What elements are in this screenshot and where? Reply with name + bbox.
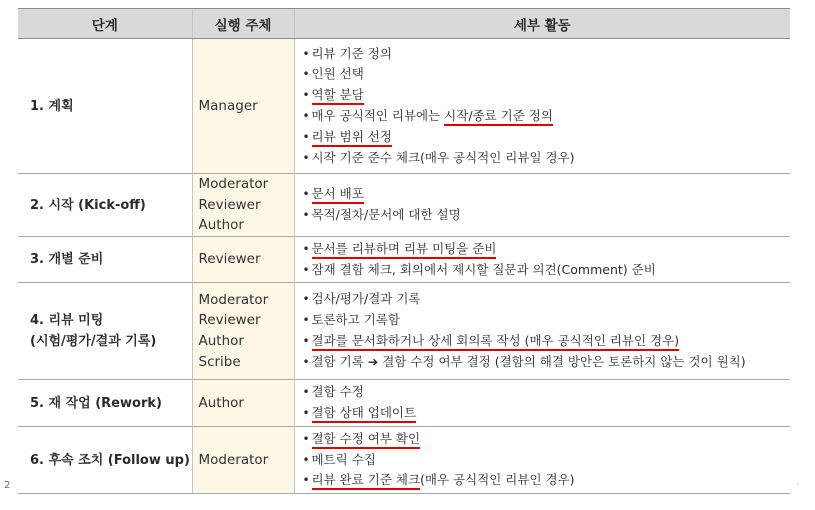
stage-label: 2. 시작 (Kick-off): [30, 197, 146, 213]
activity-text: 인원 선택: [311, 66, 364, 82]
stage-label: 3. 개별 준비: [30, 252, 104, 267]
activity-text: 매우 공식적인 리뷰에는: [311, 108, 445, 123]
activity-item: [303, 450, 791, 471]
stage-cell: [18, 174, 192, 237]
activity-item: [303, 184, 791, 205]
detail-cell: [294, 380, 790, 427]
stage-cell: [18, 283, 192, 380]
underlined-text: 결함 상태 업데이트: [312, 405, 417, 423]
table-row: [18, 174, 790, 237]
underlined-text: 문서 배포: [312, 186, 364, 204]
bullet-icon: •: [302, 150, 310, 165]
table-row: [18, 39, 790, 174]
actor-cell: [192, 427, 294, 494]
activity-text: 토론하고 기록함: [311, 312, 400, 328]
activity-list: [303, 289, 791, 372]
review-process-table: [18, 8, 790, 494]
actor-name: Author: [198, 333, 244, 349]
activity-item: [303, 470, 791, 491]
activity-item: [303, 239, 791, 260]
activity-text: 검사/평가/결과 기록: [311, 291, 421, 307]
actor-cell: [192, 283, 294, 380]
actor-name: Manager: [198, 97, 258, 114]
bullet-icon: •: [302, 334, 310, 348]
header-detail: 세부 활동: [294, 9, 790, 39]
activity-list: [303, 429, 791, 491]
activity-item: [303, 127, 791, 148]
activity-text: (매우 공식적인 리뷰인 경우): [420, 472, 575, 488]
stage-cell: [18, 237, 192, 283]
table-row: [18, 283, 790, 380]
underlined-text: 리뷰 범위 선정: [312, 129, 392, 147]
activity-list: [303, 44, 791, 169]
activity-item: [303, 106, 791, 127]
table-row: [18, 380, 790, 427]
actor-name: Reviewer: [198, 312, 261, 329]
activity-text: 시작 기준 준수 체크(매우 공식적인 리뷰일 경우): [311, 149, 575, 165]
activity-item: [303, 289, 791, 310]
stage-cell: [18, 427, 192, 494]
table-header-row: [18, 9, 790, 39]
bullet-icon: •: [302, 241, 310, 256]
activity-item: [303, 44, 791, 65]
underlined-text: 결함 수정 여부 확인: [312, 431, 421, 449]
stage-cell: [18, 380, 192, 427]
detail-cell: [294, 237, 790, 283]
activity-list: [303, 382, 791, 424]
underlined-text: 결과를 문서화하거나 상세 회의록 작성 (매우 공식적인 리뷰인 경우): [312, 333, 680, 351]
activity-text: 목적/절차/문서에 대한 설명: [311, 207, 461, 222]
actor-cell: [192, 237, 294, 283]
bullet-icon: •: [302, 292, 310, 307]
underlined-text: 문서를 리뷰하며 리뷰 미팅을 준비: [312, 241, 497, 259]
activity-text: 결함 수정: [311, 384, 364, 400]
actor-name: Author: [198, 394, 244, 411]
stage-sublabel: (시험/평가/결과 기록): [30, 334, 157, 349]
activity-text: 잠재 결함 체크, 회의에서 제시할 질문과 의견(Comment) 준비: [311, 261, 656, 277]
activity-item: [303, 352, 791, 373]
underlined-text: 리뷰 완료 기준 체크: [312, 472, 421, 490]
activity-item: [303, 85, 791, 106]
detail-cell: [294, 283, 790, 380]
underlined-text: 역할 분담: [312, 87, 364, 105]
activity-text: 결함 기록 ➔ 결함 수정 여부 결정 (결함의 해결 방안은 토론하지 않는 것이 원칙): [311, 353, 746, 369]
stage-label: 6. 후속 조치 (Follow up): [30, 452, 190, 468]
bullet-icon: •: [302, 109, 310, 123]
detail-cell: [294, 174, 790, 237]
activity-text: 메트릭 수집: [311, 451, 376, 467]
bullet-icon: •: [302, 262, 310, 277]
detail-cell: [294, 427, 790, 494]
activity-item: [303, 403, 791, 424]
stage-label: 4. 리뷰 미팅: [30, 313, 104, 328]
header-actor: 실행 주체: [192, 9, 294, 39]
detail-cell: [294, 39, 790, 174]
activity-item: [303, 205, 791, 226]
actor-cell: [192, 39, 294, 174]
header-stage: 단계: [18, 9, 192, 39]
activity-list: [303, 184, 791, 226]
bullet-icon: •: [302, 187, 310, 202]
bullet-icon: •: [302, 354, 310, 369]
activity-item: [303, 260, 791, 281]
bullet-icon: •: [302, 67, 310, 82]
activity-item: [303, 382, 791, 403]
table-row: [18, 237, 790, 283]
activity-item: [303, 64, 791, 85]
activity-item: [303, 429, 791, 450]
stage-label: 5. 재 작업 (Rework): [30, 395, 162, 411]
activity-item: [303, 310, 791, 331]
actor-name: Moderator: [198, 176, 269, 193]
activity-list: [303, 239, 791, 281]
actor-cell: [192, 174, 294, 237]
bullet-icon: •: [302, 473, 310, 488]
corner-mark: ·: [796, 480, 799, 490]
bullet-icon: •: [302, 208, 310, 222]
activity-item: [303, 148, 791, 169]
stage-cell: [18, 39, 192, 174]
bullet-icon: •: [302, 46, 310, 61]
bullet-icon: •: [302, 313, 310, 328]
table-body: [18, 39, 790, 494]
bullet-icon: •: [302, 385, 310, 400]
activity-item: [303, 331, 791, 352]
activity-text: 리뷰 기준 정의: [311, 45, 392, 61]
bullet-icon: •: [302, 431, 310, 446]
actor-name: Author: [198, 217, 244, 234]
bullet-icon: •: [302, 88, 310, 103]
stage-label: 1. 계획: [30, 98, 74, 114]
actor-cell: [192, 380, 294, 427]
page-number: 2: [4, 480, 11, 491]
underlined-text: 시작/종료 기준 정의: [444, 108, 553, 126]
actor-name: Moderator: [198, 451, 269, 468]
table-row: [18, 427, 790, 494]
actor-name: Scribe: [198, 353, 241, 370]
actor-name: Reviewer: [198, 196, 261, 213]
actor-name: Reviewer: [198, 251, 261, 268]
bullet-icon: •: [302, 129, 310, 144]
bullet-icon: •: [302, 452, 310, 467]
actor-name: Moderator: [198, 291, 269, 308]
bullet-icon: •: [302, 406, 310, 420]
